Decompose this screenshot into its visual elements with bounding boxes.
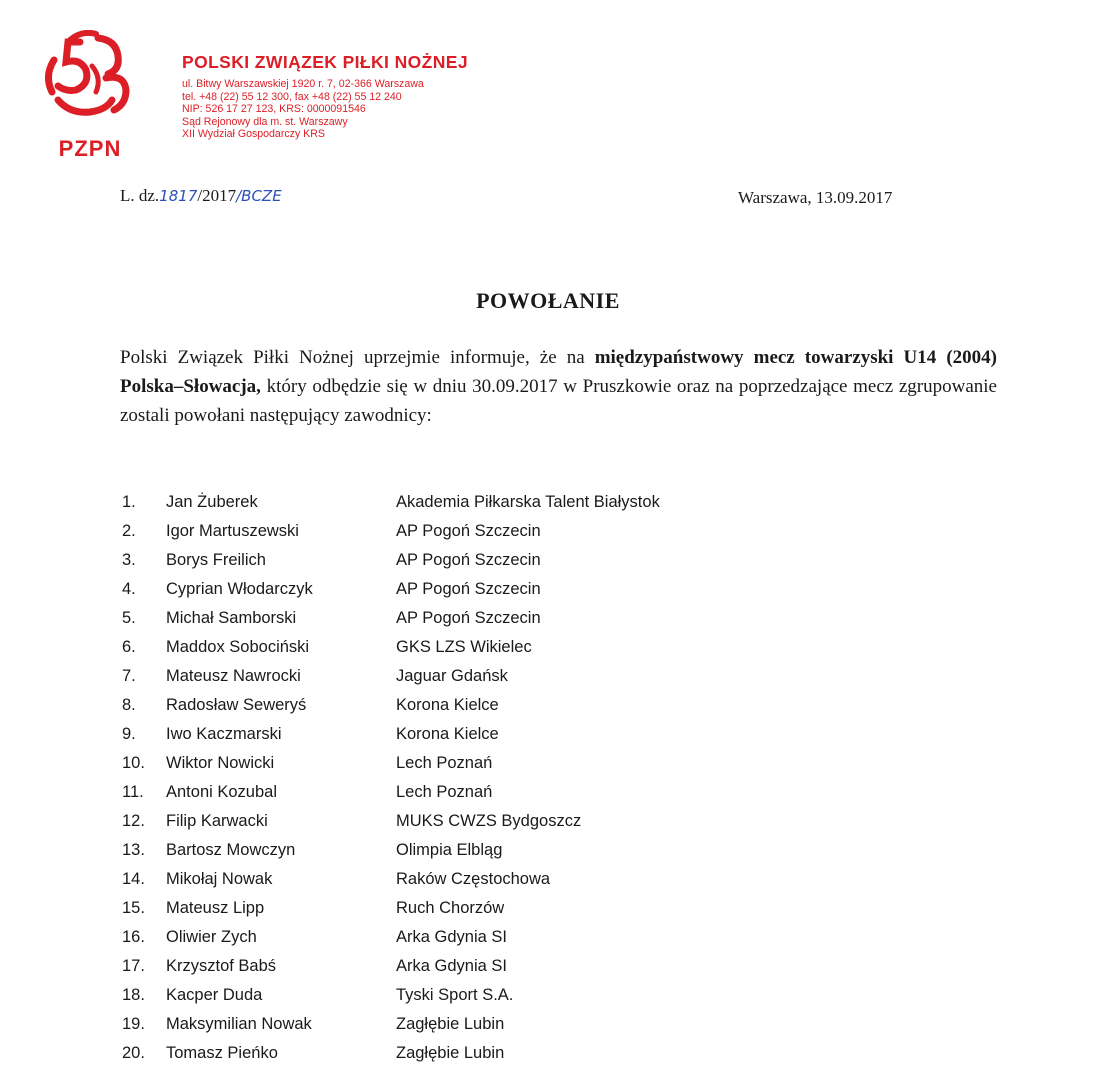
- player-number: 11.: [122, 783, 144, 801]
- list-item: [122, 807, 822, 836]
- player-club: MUKS CWZS Bydgoszcz: [396, 812, 582, 830]
- player-number: 12.: [122, 812, 145, 830]
- player-number: 13.: [122, 841, 145, 859]
- player-club: Arka Gdynia SI: [396, 957, 507, 975]
- list-item: [122, 894, 822, 923]
- player-club: AP Pogoń Szczecin: [396, 609, 541, 627]
- player-name: Iwo Kaczmarski: [166, 725, 282, 743]
- player-club: Jaguar Gdańsk: [396, 667, 508, 685]
- player-club: Zagłębie Lubin: [396, 1044, 505, 1062]
- player-number: 19.: [122, 1015, 145, 1033]
- player-name: Mikołaj Nowak: [166, 870, 273, 888]
- player-name: Kacper Duda: [166, 986, 263, 1004]
- list-item: [122, 662, 822, 691]
- player-number: 10.: [122, 754, 145, 772]
- player-number: 18.: [122, 986, 145, 1004]
- list-item: [122, 691, 822, 720]
- player-name: Oliwier Zych: [166, 928, 257, 946]
- player-club: Olimpia Elbląg: [396, 841, 503, 859]
- list-item: [122, 865, 822, 894]
- player-number: 8.: [122, 696, 136, 714]
- player-number: 6.: [122, 638, 136, 656]
- list-item: [122, 778, 822, 807]
- player-number: 9.: [122, 725, 136, 743]
- list-item: [122, 546, 822, 575]
- player-club: AP Pogoń Szczecin: [396, 580, 541, 598]
- player-name: Jan Żuberek: [166, 493, 258, 511]
- player-name: Borys Freilich: [166, 551, 266, 569]
- tax-id-line: NIP: 526 17 27 123, KRS: 0000091546: [182, 103, 366, 116]
- player-number: 2.: [122, 522, 136, 540]
- pzpn-emblem-icon: [40, 30, 140, 140]
- reference-number: [120, 186, 282, 206]
- player-club: Korona Kielce: [396, 725, 499, 743]
- player-name: Michał Samborski: [166, 609, 297, 627]
- player-club: Ruch Chorzów: [396, 899, 505, 917]
- pzpn-logo: [40, 30, 140, 160]
- logo-wordmark: PZPN: [58, 136, 122, 161]
- list-item: [122, 952, 822, 981]
- document-date: Warszawa, 13.09.2017: [738, 188, 893, 207]
- player-club: Zagłębie Lubin: [396, 1015, 505, 1033]
- list-item: [122, 1010, 822, 1039]
- player-number: 1.: [122, 493, 136, 511]
- player-number: 20.: [122, 1044, 145, 1062]
- player-name: Krzysztof Babś: [166, 957, 277, 975]
- list-item: [122, 720, 822, 749]
- player-name: Mateusz Nawrocki: [166, 667, 301, 685]
- reference-prefix: L. dz.: [120, 186, 160, 205]
- player-number: 14.: [122, 870, 145, 888]
- player-name: Antoni Kozubal: [166, 783, 277, 801]
- document-title: POWOŁANIE: [476, 288, 620, 313]
- list-item: [122, 749, 822, 778]
- player-name: Radosław Seweryś: [166, 696, 307, 714]
- player-name: Igor Martuszewski: [166, 522, 299, 540]
- address-line: ul. Bitwy Warszawskiej 1920 r. 7, 02-366 Warszawa: [182, 78, 424, 90]
- list-item: [122, 923, 822, 952]
- player-number: 7.: [122, 667, 136, 685]
- handwritten-suffix: /BCZE: [236, 187, 282, 205]
- registry-line: XII Wydział Gospodarczy KRS: [182, 128, 325, 141]
- handwritten-number: 1817: [159, 187, 198, 205]
- player-number: 4.: [122, 580, 136, 598]
- player-club: AP Pogoń Szczecin: [396, 522, 541, 540]
- phone-line: tel. +48 (22) 55 12 300, fax +48 (22) 55 12 240: [182, 90, 402, 103]
- player-list: [122, 488, 822, 1068]
- intro-paragraph: [120, 343, 997, 430]
- player-name: Maksymilian Nowak: [166, 1015, 312, 1033]
- list-item: [122, 836, 822, 865]
- organization-header: [182, 52, 468, 141]
- player-name: Maddox Sobociński: [166, 638, 310, 656]
- player-club: Akademia Piłkarska Talent Białystok: [396, 493, 660, 511]
- reference-year: /2017: [197, 186, 237, 205]
- intro-text-start: Polski Związek Piłki Nożnej uprzejmie informuje, że na: [120, 347, 595, 368]
- player-club: Arka Gdynia SI: [396, 928, 507, 946]
- player-number: 5.: [122, 609, 136, 627]
- list-item: [122, 604, 822, 633]
- player-club: Raków Częstochowa: [396, 870, 551, 888]
- player-name: Mateusz Lipp: [166, 899, 265, 917]
- player-name: Bartosz Mowczyn: [166, 841, 296, 859]
- intro-match-name: międzypaństwowy mecz towarzyski U14 (2004) Polska–Słowacja,: [120, 347, 997, 397]
- list-item: [122, 575, 822, 604]
- player-club: Tyski Sport S.A.: [396, 986, 514, 1004]
- player-number: 17.: [122, 957, 145, 975]
- court-line: Sąd Rejonowy dla m. st. Warszawy: [182, 115, 348, 128]
- player-number: 3.: [122, 551, 136, 569]
- player-name: Wiktor Nowicki: [166, 754, 275, 772]
- list-item: [122, 517, 822, 546]
- list-item: [122, 633, 822, 662]
- player-club: Lech Poznań: [396, 754, 493, 772]
- player-club: AP Pogoń Szczecin: [396, 551, 541, 569]
- list-item: [122, 488, 822, 517]
- player-number: 16.: [122, 928, 145, 946]
- organization-name: POLSKI ZWIĄZEK PIŁKI NOŻNEJ: [182, 52, 468, 72]
- player-name: Filip Karwacki: [166, 812, 268, 830]
- player-name: Cyprian Włodarczyk: [166, 580, 313, 598]
- list-item: [122, 1039, 822, 1068]
- player-number: 15.: [122, 899, 145, 917]
- player-club: Korona Kielce: [396, 696, 499, 714]
- player-club: GKS LZS Wikielec: [396, 638, 532, 656]
- player-club: Lech Poznań: [396, 783, 493, 801]
- list-item: [122, 981, 822, 1010]
- player-name: Tomasz Pieńko: [166, 1044, 278, 1062]
- intro-text-end: który odbędzie się w dniu 30.09.2017 w Pruszkowie oraz na poprzedzające mecz zgrupowanie zostali powołani następujący zawodnicy:: [120, 376, 997, 426]
